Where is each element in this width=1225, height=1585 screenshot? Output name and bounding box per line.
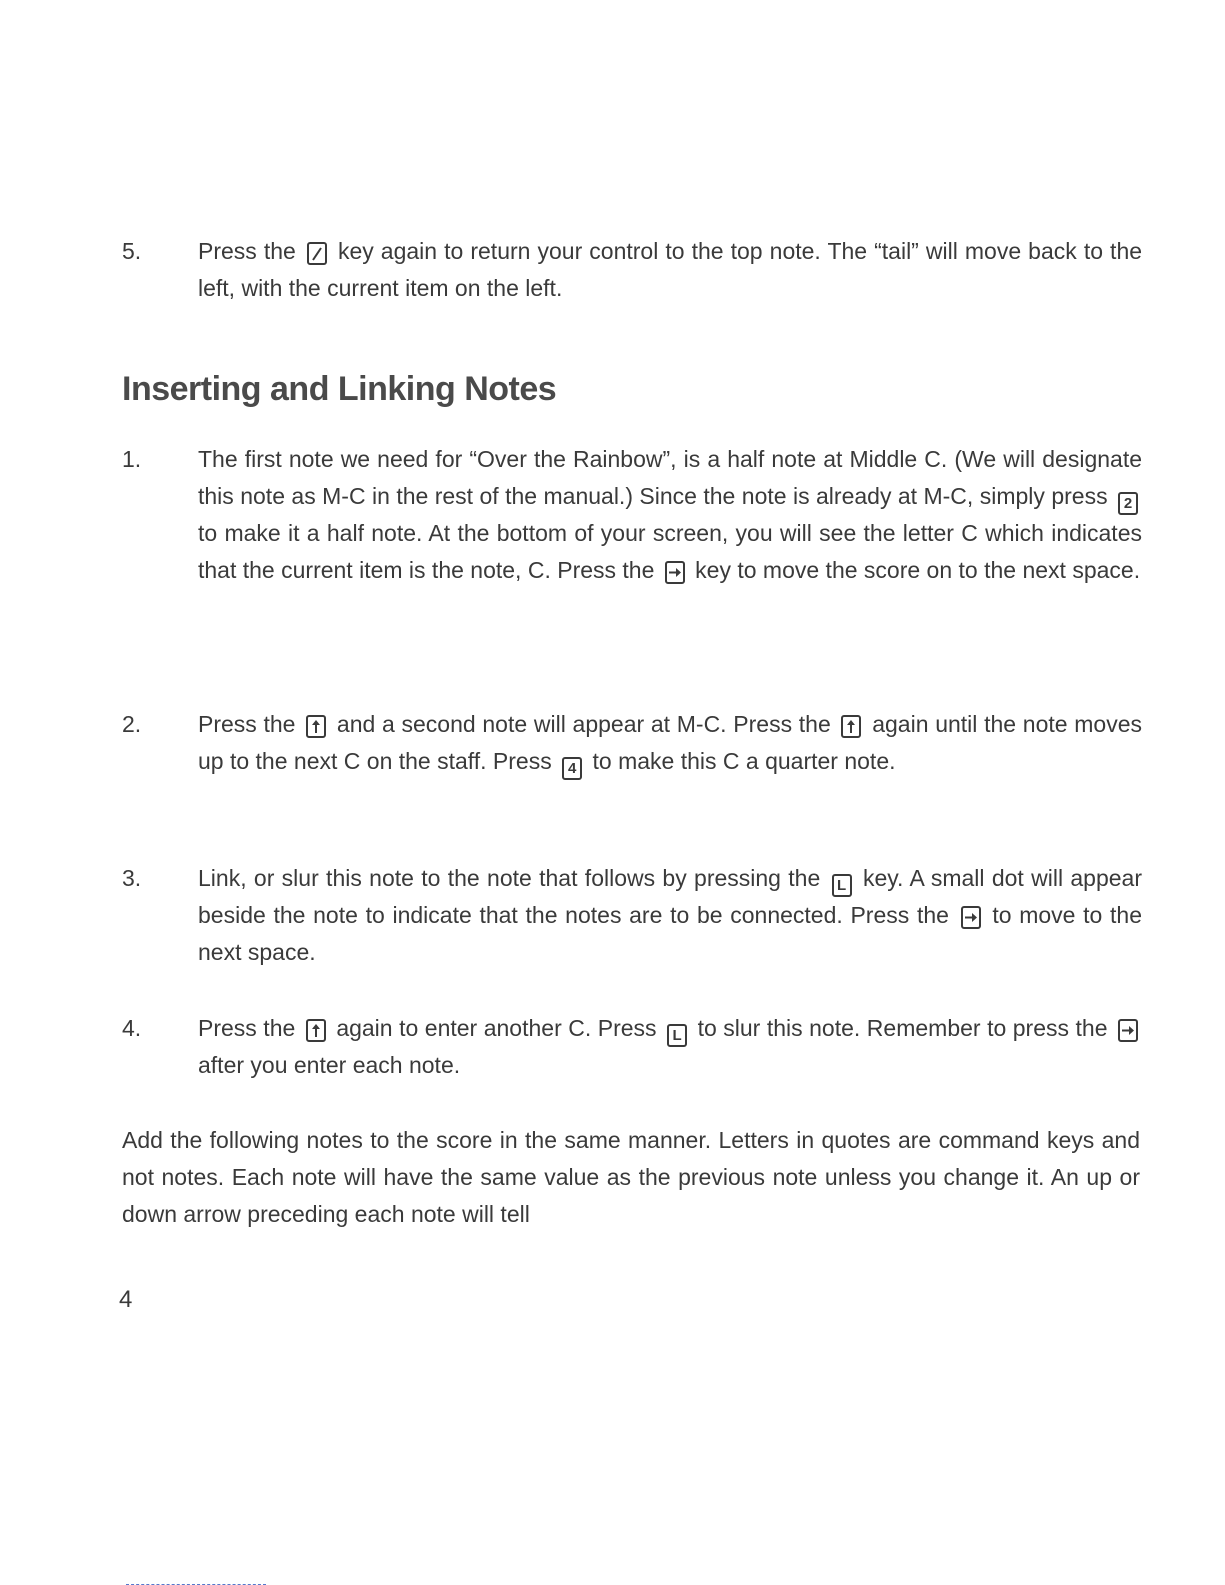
closing-paragraph: Add the following notes to the score in the same manner. Letters in quotes are command keys and not notes. Each note will have the same value as the previous note unless you change it. An up or down arrow preceding each note will tell [122, 1127, 1140, 1227]
step-text: Link, or slur this note to the note that follows by pressing the [198, 865, 821, 891]
right-arrow-key-icon [1118, 1019, 1138, 1042]
step-text: Press the [198, 1015, 296, 1041]
step-number: 3. [122, 865, 142, 891]
slash-key-icon [307, 242, 327, 265]
step-number: 2. [122, 711, 142, 737]
step-text: key again to return your control to the top note. The “tail” will move back to the left, with the current item on the left. [198, 238, 1143, 301]
step-text: to make this C a quarter note. [592, 748, 896, 774]
step-text: and a second note will appear at M-C. Press the [336, 711, 831, 737]
step-text: again to enter another C. Press [336, 1015, 657, 1041]
step-text: after you enter each note. [198, 1052, 461, 1078]
key-2-icon: 2 [1118, 492, 1138, 515]
key-4-icon: 4 [562, 757, 582, 780]
step-text: key. A small dot will appear beside the note to indicate that the notes are to be connected. Press the [198, 865, 1143, 928]
step-1 [122, 441, 1142, 589]
step-text: The first note we need for “Over the Rainbow”, is a half note at Middle C. (We will designate this note as M-C in the rest of the manual.) Since the note is already at M-C, simply press [198, 446, 1142, 509]
step-text: to move to the next space. [198, 902, 1143, 965]
step-text: to slur this note. Remember to press the [697, 1015, 1108, 1041]
key-l-icon: L [832, 874, 852, 897]
step-text: Press the [198, 238, 296, 264]
step-text: Press the [198, 711, 296, 737]
section-heading: Inserting and Linking Notes [122, 370, 557, 408]
right-arrow-key-icon [665, 561, 685, 584]
page-number: 4 [119, 1286, 133, 1313]
right-arrow-key-icon [961, 906, 981, 929]
step-5 [122, 233, 1142, 307]
up-arrow-key-icon [306, 1019, 326, 1042]
key-l-icon: L [667, 1024, 687, 1047]
up-arrow-key-icon [841, 715, 861, 738]
step-number: 4. [122, 1015, 142, 1041]
step-number: 5. [122, 238, 142, 264]
step-text: again until the note moves up to the next C on the staff. Press [198, 711, 1143, 774]
step-2 [122, 706, 1142, 780]
up-arrow-key-icon [306, 715, 326, 738]
step-text: to make it a half note. At the bottom of your screen, you will see the letter C which indicates that the current item is the note, C. Press the [198, 520, 1142, 583]
step-4 [122, 1010, 1142, 1084]
step-3 [122, 860, 1142, 971]
step-number: 1. [122, 446, 142, 472]
step-text: key to move the score on to the next space. [695, 557, 1141, 583]
